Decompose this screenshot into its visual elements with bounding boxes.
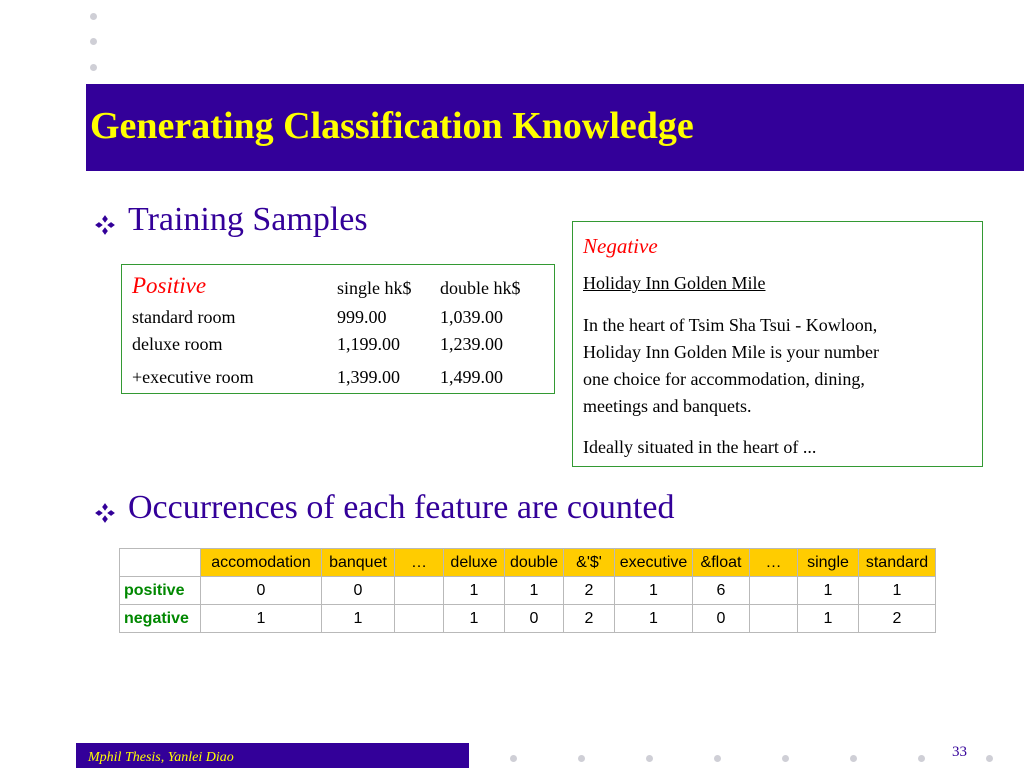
decor-dot [782, 755, 789, 762]
count-cell [750, 577, 798, 605]
count-cell [750, 605, 798, 633]
table-corner-cell [120, 549, 201, 577]
count-cell: 2 [859, 605, 936, 633]
count-cell: 1 [798, 605, 859, 633]
room-type: deluxe room [132, 334, 223, 354]
count-cell: 1 [444, 577, 505, 605]
diamond-bullet-icon [94, 214, 116, 236]
count-cell: 0 [693, 605, 750, 633]
table-header-cell: &'$' [564, 549, 615, 577]
single-price: 1,199.00 [337, 334, 400, 354]
decor-dot [850, 755, 857, 762]
description-line: In the heart of Tsim Sha Tsui - Kowloon, [583, 315, 878, 335]
description-line: meetings and banquets. [583, 396, 752, 416]
description-line: Holiday Inn Golden Mile is your number [583, 342, 879, 362]
table-header-cell: banquet [322, 549, 395, 577]
table-header-row [120, 549, 936, 577]
decor-dot [510, 755, 517, 762]
count-cell [395, 577, 444, 605]
count-cell: 1 [859, 577, 936, 605]
count-cell: 0 [322, 577, 395, 605]
decor-dot [578, 755, 585, 762]
row-label-negative: negative [120, 605, 201, 633]
table-header-cell: … [750, 549, 798, 577]
decor-dot [714, 755, 721, 762]
count-cell: 0 [201, 577, 322, 605]
room-type: +executive room [132, 367, 254, 387]
description-line: one choice for accommodation, dining, [583, 369, 865, 389]
decor-dot [918, 755, 925, 762]
count-cell: 1 [505, 577, 564, 605]
table-header-cell: &float [693, 549, 750, 577]
count-cell: 0 [505, 605, 564, 633]
table-header-cell: single [798, 549, 859, 577]
footer-author: Mphil Thesis, Yanlei Diao [88, 750, 234, 765]
decor-dot [90, 38, 97, 45]
double-price: 1,499.00 [440, 367, 503, 387]
description-line: Ideally situated in the heart of ... [583, 437, 817, 457]
negative-label: Negative [583, 234, 658, 258]
table-row [120, 605, 936, 633]
decor-dot [986, 755, 993, 762]
bullet-training-samples: Training Samples [128, 201, 368, 238]
count-cell: 1 [444, 605, 505, 633]
col-double-header: double hk$ [440, 278, 521, 298]
page-number: 33 [952, 744, 967, 760]
count-cell: 2 [564, 577, 615, 605]
decor-dot [646, 755, 653, 762]
double-price: 1,239.00 [440, 334, 503, 354]
table-row [120, 577, 936, 605]
count-cell: 1 [615, 577, 693, 605]
count-cell: 1 [615, 605, 693, 633]
hotel-heading: Holiday Inn Golden Mile [583, 273, 766, 293]
bullet-occurrences: Occurrences of each feature are counted [128, 489, 675, 526]
room-type: standard room [132, 307, 236, 327]
table-header-cell: executive [615, 549, 693, 577]
table-header-cell: double [505, 549, 564, 577]
table-header-cell: … [395, 549, 444, 577]
slide-title: Generating Classification Knowledge [90, 105, 694, 147]
decor-dot [90, 13, 97, 20]
negative-sample-box [572, 221, 983, 467]
table-header-cell: standard [859, 549, 936, 577]
positive-label: Positive [132, 273, 207, 298]
diamond-bullet-icon [94, 502, 116, 524]
table-header-cell: deluxe [444, 549, 505, 577]
feature-count-table [119, 548, 936, 633]
count-cell: 2 [564, 605, 615, 633]
count-cell: 1 [798, 577, 859, 605]
count-cell [395, 605, 444, 633]
count-cell: 1 [322, 605, 395, 633]
row-label-positive: positive [120, 577, 201, 605]
single-price: 999.00 [337, 307, 387, 327]
col-single-header: single hk$ [337, 278, 412, 298]
count-cell: 6 [693, 577, 750, 605]
positive-sample-box [121, 264, 555, 394]
single-price: 1,399.00 [337, 367, 400, 387]
decor-dot [90, 64, 97, 71]
count-cell: 1 [201, 605, 322, 633]
double-price: 1,039.00 [440, 307, 503, 327]
table-header-cell: accomodation [201, 549, 322, 577]
